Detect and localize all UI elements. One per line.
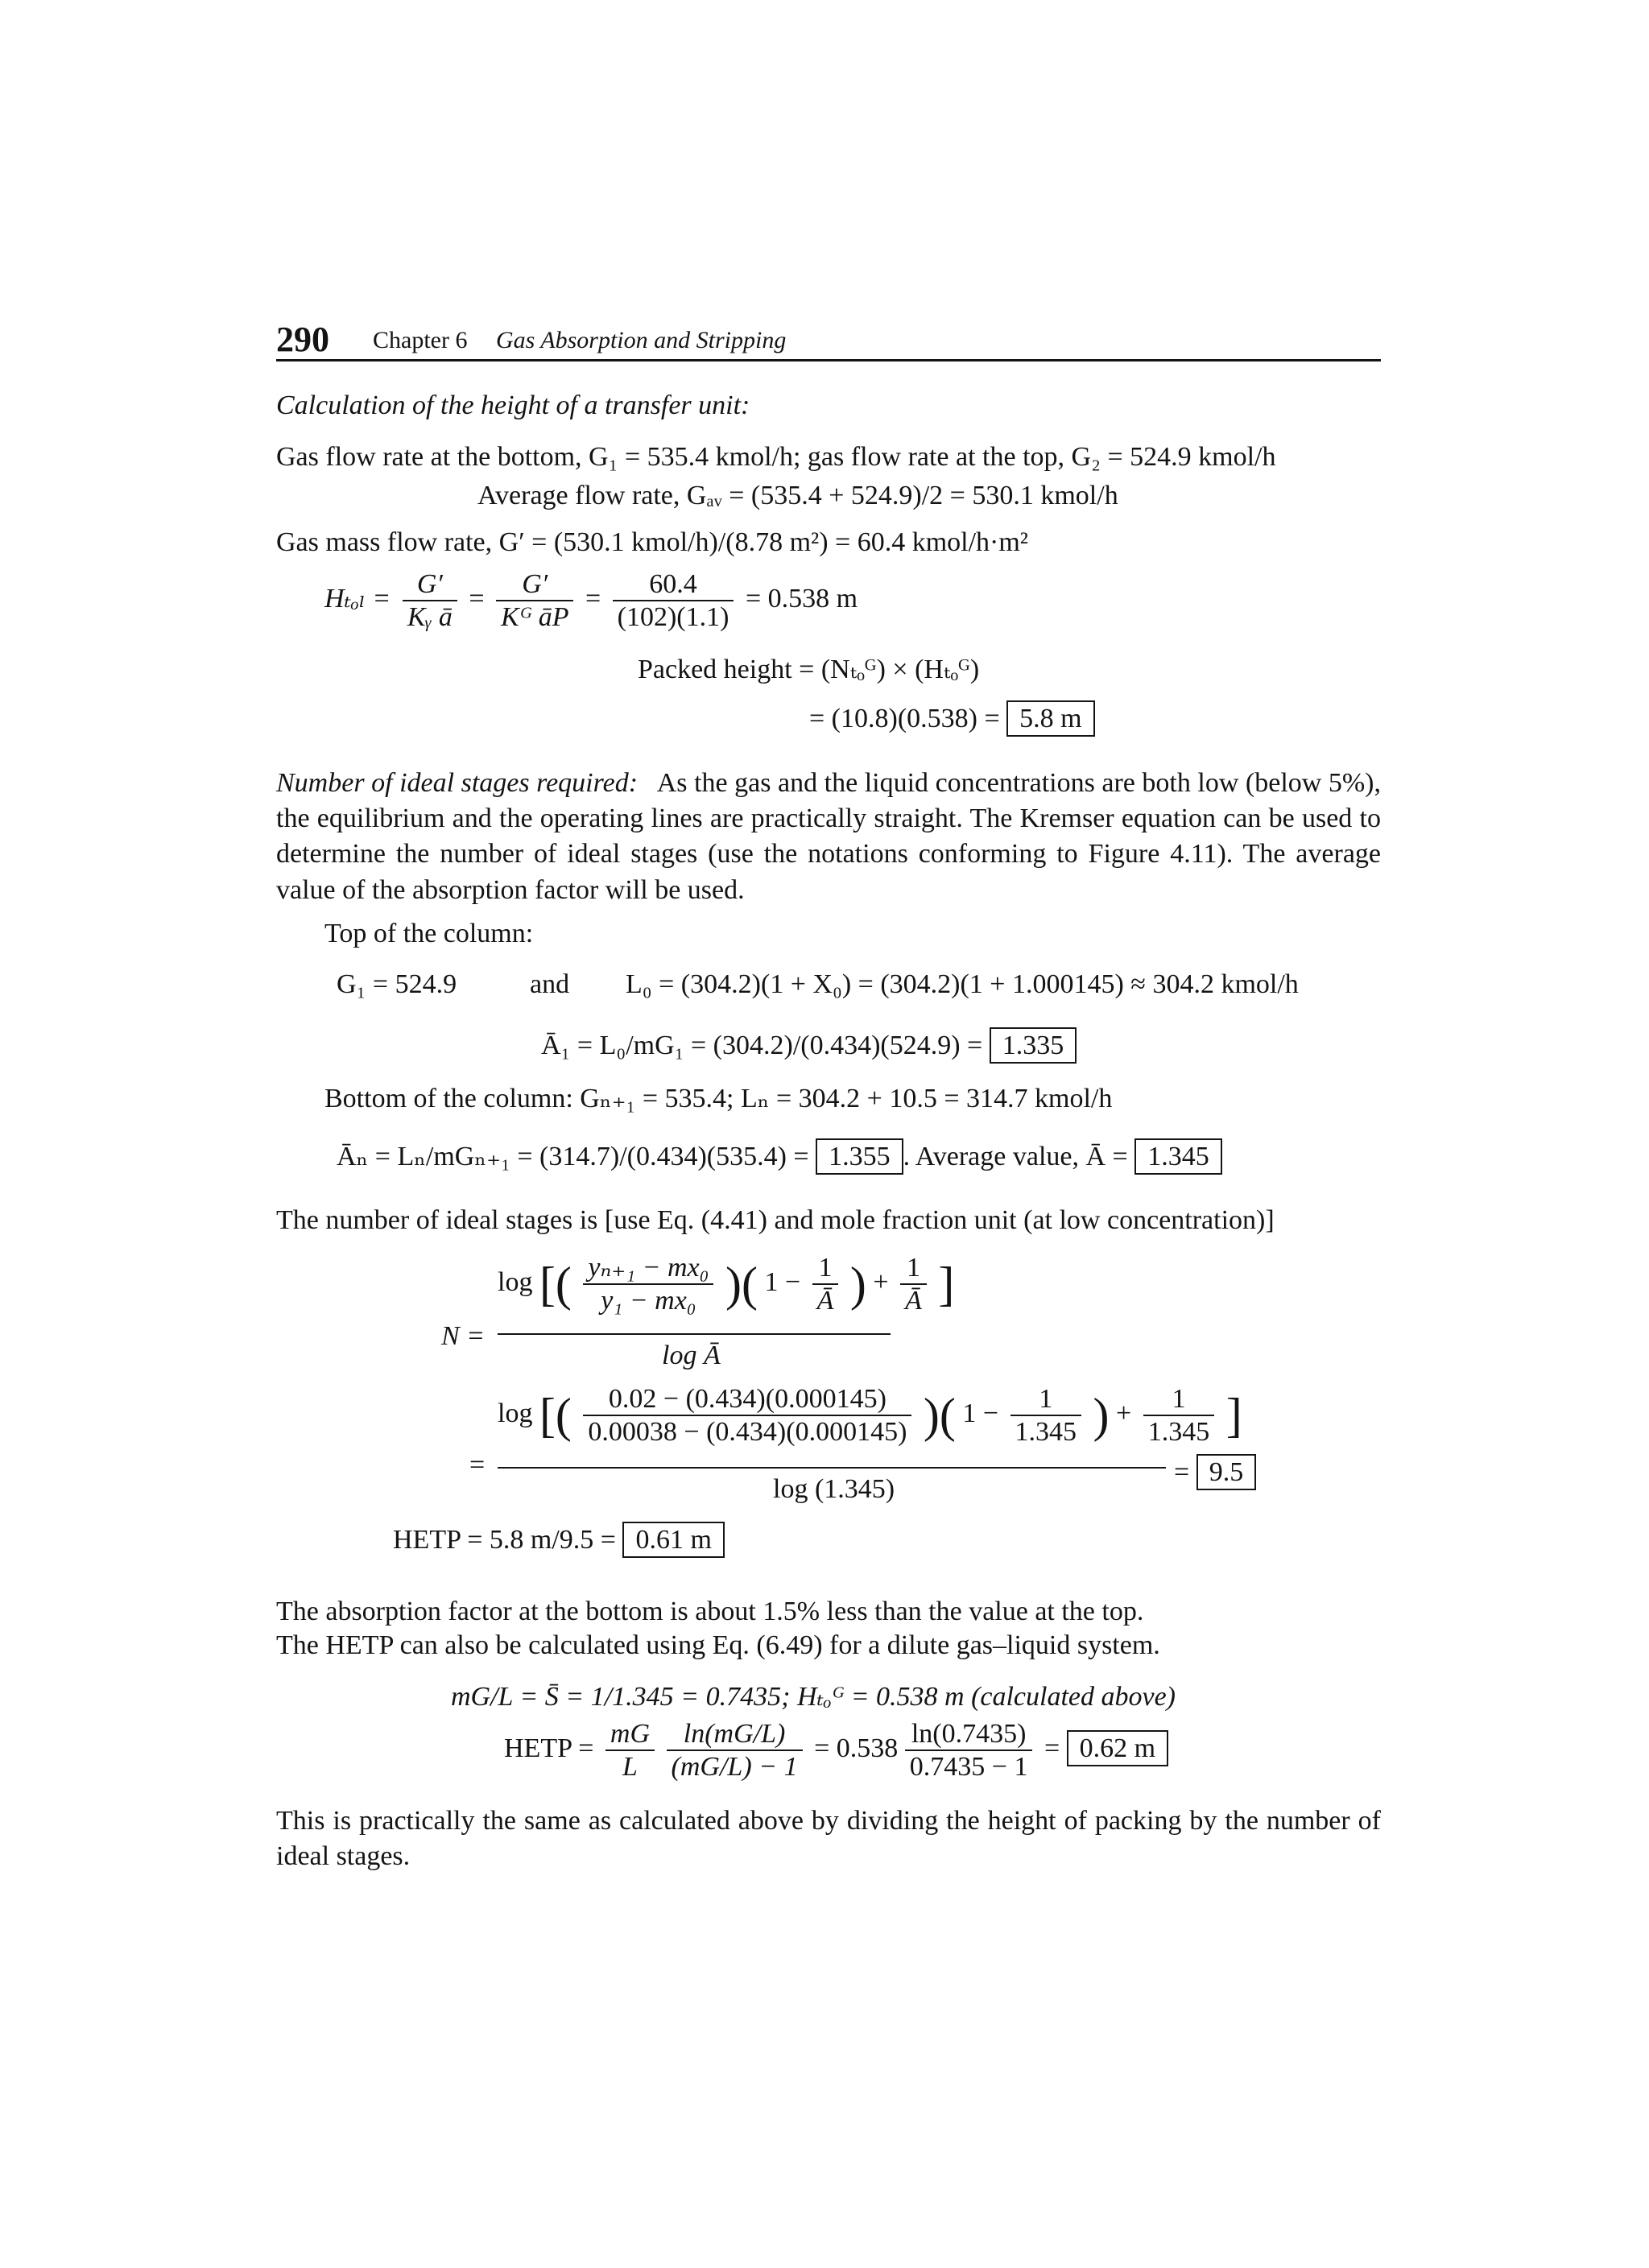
fraction-denominator: (mG/L) − 1 bbox=[667, 1750, 803, 1783]
chapter-label: Chapter 6 bbox=[373, 327, 468, 353]
n-lhs: N = bbox=[441, 1321, 486, 1351]
fraction-denominator: 0.7435 − 1 bbox=[905, 1750, 1033, 1783]
bottom-of-column-line: Bottom of the column: Gₙ₊₁ = 535.4; Lₙ = 304.2 + 10.5 = 314.7 kmol/h bbox=[324, 1084, 1113, 1113]
hetp2-result-box: 0.62 m bbox=[1067, 1730, 1168, 1766]
gas-mass-flow-line: Gas mass flow rate, G′ = (530.1 kmol/h)/(8.78 m²) = 60.4 kmol/h·m² bbox=[276, 527, 1029, 557]
hetp1-line bbox=[393, 1522, 725, 1558]
hetp2-equation bbox=[504, 1718, 1168, 1783]
kremser-ratio bbox=[583, 1252, 713, 1316]
a1-equation: Ā₁ = L₀/mG₁ = (304.2)/(0.434)(524.9) = bbox=[541, 1031, 983, 1060]
hetp1-equation: HETP = 5.8 m/9.5 = bbox=[393, 1525, 616, 1555]
kremser-numeric-denominator: log (1.345) bbox=[773, 1474, 895, 1504]
htog-equation bbox=[324, 568, 858, 633]
log-label: log bbox=[498, 1266, 533, 1297]
htog-result: = 0.538 m bbox=[745, 583, 858, 613]
average-result-box: 1.345 bbox=[1134, 1138, 1222, 1175]
final-paragraph: This is practically the same as calculated above by dividing the height of packing by the number of ideal stages. bbox=[276, 1806, 1381, 1872]
absorption-factor-line: The absorption factor at the bottom is about 1.5% less than the value at the top. bbox=[276, 1597, 1144, 1626]
section-heading-htu: Calculation of the height of a transfer unit: bbox=[276, 390, 750, 420]
fraction-numerator: ln(mG/L) bbox=[683, 1719, 786, 1749]
fraction-numerator: yₙ₊₁ − mx₀ bbox=[588, 1253, 709, 1283]
equals-sign: = bbox=[469, 583, 485, 613]
stages-paragraph-text: As the gas and the liquid concentrations are both low (below 5%), the equilibrium and the operating lines are practically straight. The Kremser equation can be used to determine the number of ideal stages (use the notations conforming to Figure 4.11). The average value of the absorption factor will be used. bbox=[276, 768, 1382, 905]
top-and: and bbox=[530, 969, 570, 999]
hetp1-result-box: 0.61 m bbox=[622, 1522, 724, 1558]
fraction-denominator: Ā bbox=[812, 1283, 839, 1316]
n-result-box: 9.5 bbox=[1196, 1454, 1257, 1490]
log-label: log bbox=[498, 1398, 533, 1428]
an-result-box: 1.355 bbox=[816, 1138, 903, 1175]
fraction-numerator: 1 bbox=[1172, 1384, 1186, 1414]
numeric-inverse-a bbox=[1010, 1383, 1082, 1448]
packed-calc: = (10.8)(0.538) = bbox=[809, 704, 1000, 733]
packed-height-line: Packed height = (Nₜₒᴳ) × (Hₜₒᴳ) bbox=[638, 655, 980, 684]
htog-fraction-1 bbox=[403, 568, 457, 633]
an-line bbox=[337, 1138, 1222, 1175]
stages-paragraph bbox=[276, 766, 1381, 908]
page-number: 290 bbox=[276, 320, 329, 359]
ln-numeric-fraction bbox=[905, 1718, 1033, 1783]
fraction-denominator: L bbox=[605, 1750, 655, 1783]
ln-fraction bbox=[667, 1718, 803, 1783]
equals-sign: = bbox=[1044, 1733, 1060, 1763]
fraction-denominator: 0.00038 − (0.434)(0.000145) bbox=[583, 1415, 911, 1448]
kremser-numeric-numerator: log [( $\frac{0.02 - (0.434)(0.000145)}{0.00038 - (0.434)(0.000145)}$ )( 1 − $\frac{1}{1.345}$ ) + $\frac{1}{1.345}$ ] bbox=[498, 1384, 1242, 1448]
fraction-numerator: mG bbox=[610, 1719, 651, 1749]
numeric-ratio bbox=[583, 1383, 911, 1448]
fraction-denominator: (102)(1.1) bbox=[613, 600, 734, 633]
packed-calc-line bbox=[809, 700, 1095, 737]
fraction-denominator: 1.345 bbox=[1143, 1415, 1215, 1448]
kremser-numeric-fraction-bar bbox=[498, 1467, 1166, 1469]
kremser-denominator: log Ā bbox=[662, 1341, 721, 1370]
fraction-numerator: 1 bbox=[906, 1253, 920, 1283]
packed-height-result-box: 5.8 m bbox=[1006, 700, 1094, 737]
hetp-mid: = 0.538 bbox=[814, 1733, 899, 1763]
numeric-inverse-a-2 bbox=[1143, 1383, 1215, 1448]
one-minus: 1 − bbox=[962, 1398, 999, 1428]
hetp-eq-line: The HETP can also be calculated using Eq. (6.49) for a dilute gas–liquid system. bbox=[276, 1630, 1160, 1660]
fraction-numerator: 1 bbox=[818, 1253, 833, 1283]
an-equation: Āₙ = Lₙ/mGₙ₊₁ = (314.7)/(0.434)(535.4) = bbox=[337, 1142, 809, 1171]
top-l0: L₀ = (304.2)(1 + X₀) = (304.2)(1 + 1.000145) ≈ 304.2 kmol/h bbox=[626, 969, 1299, 999]
htog-lhs: Hₜₒₗ = bbox=[324, 583, 391, 613]
kremser-numerator: log [( $\frac{\text{yₙ₊₁ − mx₀}}{\text{y₁ − mx₀}}$ )( 1 − $\frac{1}{Ā}$ ) + $\frac{1}{Ā}$ ] bbox=[498, 1253, 955, 1316]
fraction-numerator: G′ bbox=[522, 569, 548, 599]
fraction-numerator: 60.4 bbox=[649, 569, 697, 599]
equals-sign: = bbox=[585, 583, 601, 613]
s-line: mG/L = S̄ = 1/1.345 = 0.7435; Hₜₒᴳ = 0.538 m (calculated above) bbox=[451, 1682, 1176, 1712]
a1-line bbox=[541, 1027, 1077, 1064]
plus-sign: + bbox=[873, 1266, 889, 1297]
fraction-denominator: 1.345 bbox=[1010, 1415, 1082, 1448]
htog-fraction-3 bbox=[613, 568, 734, 633]
inverse-a-fraction-2 bbox=[900, 1252, 927, 1316]
top-g1: G₁ = 524.9 bbox=[337, 969, 457, 999]
fraction-numerator: 1 bbox=[1039, 1384, 1053, 1414]
fraction-denominator: y₁ − mx₀ bbox=[583, 1283, 713, 1316]
fraction-numerator: G′ bbox=[416, 569, 443, 599]
fraction-numerator: ln(0.7435) bbox=[911, 1719, 1027, 1749]
n-equals: = bbox=[469, 1450, 486, 1480]
plus-sign: + bbox=[1116, 1398, 1132, 1428]
average-flow-line: Average flow rate, Gₐᵥ = (535.4 + 524.9)/2 = 530.1 kmol/h bbox=[477, 481, 1118, 510]
htog-fraction-2 bbox=[496, 568, 573, 633]
section-heading-stages: Number of ideal stages required: bbox=[276, 768, 639, 798]
n-result-line bbox=[1174, 1454, 1256, 1490]
fraction-denominator: Ā bbox=[900, 1283, 927, 1316]
equals-sign: = bbox=[1174, 1457, 1190, 1487]
one-minus: 1 − bbox=[764, 1266, 801, 1297]
chapter-title: Gas Absorption and Stripping bbox=[496, 327, 787, 353]
top-of-column-label: Top of the column: bbox=[324, 919, 534, 948]
header-rule bbox=[276, 359, 1381, 361]
fraction-denominator: Kᵧ ā bbox=[403, 600, 457, 633]
kremser-fraction-bar bbox=[498, 1333, 891, 1335]
fraction-numerator: 0.02 − (0.434)(0.000145) bbox=[608, 1384, 886, 1414]
hetp-lhs: HETP = bbox=[504, 1733, 594, 1763]
fraction-denominator: Kᴳ āP bbox=[496, 600, 573, 633]
a1-result-box: 1.335 bbox=[990, 1027, 1077, 1064]
average-label: . Average value, Ā = bbox=[903, 1142, 1128, 1171]
number-of-stages-line: The number of ideal stages is [use Eq. (4.41) and mole fraction unit (at low concentration)] bbox=[276, 1205, 1275, 1235]
gas-flow-line: Gas flow rate at the bottom, G₁ = 535.4 kmol/h; gas flow rate at the top, G₂ = 524.9 kmol/h bbox=[276, 442, 1276, 472]
mg-over-l-fraction bbox=[605, 1718, 655, 1783]
inverse-a-fraction bbox=[812, 1252, 839, 1316]
